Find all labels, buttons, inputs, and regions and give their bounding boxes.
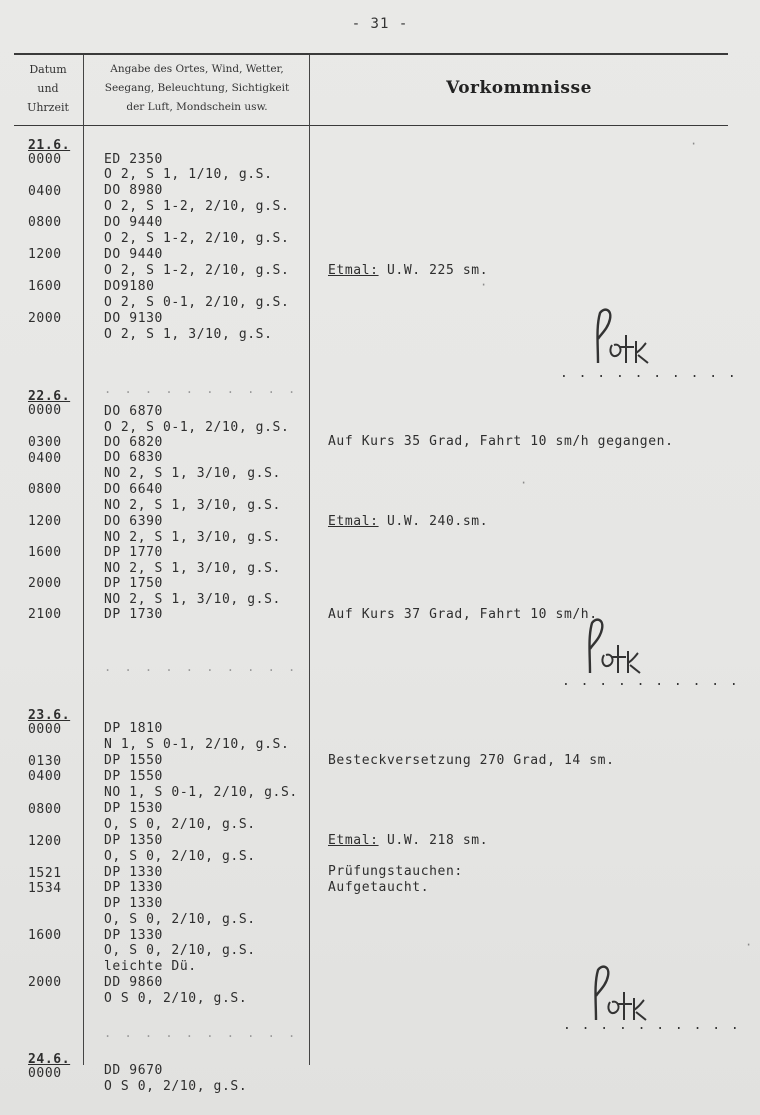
- event-entry: [328, 514, 488, 529]
- position-entry: DP 1330: [104, 928, 163, 943]
- signature-line: . . . . . . . . . .: [560, 366, 738, 381]
- position-entry: DP 1750: [104, 576, 163, 591]
- event-label: Etmal:: [328, 514, 379, 529]
- time-entry: 0000: [28, 722, 62, 737]
- header-place-line: Seegang, Beleuchtung, Sichtigkeit: [104, 82, 290, 94]
- time-entry: 0400: [28, 769, 62, 784]
- event-text: Prüfungstauchen:: [328, 864, 463, 879]
- header-place-line: der Luft, Mondschein usw.: [126, 101, 268, 113]
- time-entry: 0800: [28, 482, 62, 497]
- weather-entry: O 2, S 1, 3/10, g.S.: [104, 327, 273, 342]
- day-separator: . . . . . . . . . .: [104, 1026, 299, 1040]
- table-header-rule: [14, 125, 728, 126]
- scan-speck: ·: [745, 938, 753, 952]
- time-entry: 1521: [28, 866, 62, 881]
- weather-entry: O 2, S 0-1, 2/10, g.S.: [104, 420, 290, 435]
- position-entry: DO 6820: [104, 435, 163, 450]
- position-entry: DO 9440: [104, 247, 163, 262]
- weather-entry: NO 2, S 1, 3/10, g.S.: [104, 530, 281, 545]
- time-entry: 0000: [28, 403, 62, 418]
- weather-entry: O, S 0, 2/10, g.S.: [104, 817, 256, 832]
- header-date-line: Uhrzeit: [27, 101, 69, 114]
- weather-entry: N 1, S 0-1, 2/10, g.S.: [104, 737, 290, 752]
- position-entry: DO 8980: [104, 183, 163, 198]
- event-label: Etmal:: [328, 263, 379, 278]
- position-entry: DP 1550: [104, 769, 163, 784]
- header-events-column: Vorkommnisse: [446, 78, 592, 98]
- signature-line: . . . . . . . . . .: [562, 674, 740, 689]
- time-entry: 0000: [28, 1066, 62, 1081]
- time-entry: 2100: [28, 607, 62, 622]
- event-text: U.W. 240.sm.: [387, 514, 489, 529]
- time-entry: 1600: [28, 545, 62, 560]
- time-entry: 2000: [28, 311, 62, 326]
- time-entry: 2000: [28, 576, 62, 591]
- time-entry: 0800: [28, 802, 62, 817]
- event-text: U.W. 225 sm.: [387, 263, 489, 278]
- event-entry: [328, 753, 615, 768]
- event-entry: [328, 864, 463, 879]
- day-separator: . . . . . . . . . .: [104, 382, 299, 396]
- position-entry: DD 9670: [104, 1063, 163, 1078]
- column-divider-2: [309, 55, 310, 1065]
- event-text: Auf Kurs 37 Grad, Fahrt 10 sm/h.: [328, 607, 598, 622]
- weather-entry: O S 0, 2/10, g.S.: [104, 1079, 248, 1094]
- page-number: - 31 -: [351, 16, 409, 32]
- position-entry: DO 9130: [104, 311, 163, 326]
- position-entry: DP 1330: [104, 896, 163, 911]
- weather-entry: NO 1, S 0-1, 2/10, g.S.: [104, 785, 298, 800]
- signature-line: . . . . . . . . . .: [563, 1018, 741, 1033]
- event-entry: [328, 880, 429, 895]
- header-place-column: [86, 60, 308, 117]
- position-entry: DP 1350: [104, 833, 163, 848]
- position-entry: DO 6390: [104, 514, 163, 529]
- time-entry: 0400: [28, 451, 62, 466]
- header-place-line: Angabe des Ortes, Wind, Wetter,: [110, 63, 284, 75]
- column-divider-1: [83, 55, 84, 1065]
- position-entry: DO 6830: [104, 450, 163, 465]
- weather-entry: O, S 0, 2/10, g.S.: [104, 912, 256, 927]
- event-entry: [328, 263, 488, 278]
- position-entry: DP 1730: [104, 607, 163, 622]
- weather-note: leichte Dü.: [104, 959, 197, 974]
- event-text: U.W. 218 sm.: [387, 833, 489, 848]
- weather-entry: O 2, S 0-1, 2/10, g.S.: [104, 295, 290, 310]
- event-entry: [328, 833, 488, 848]
- weather-entry: NO 2, S 1, 3/10, g.S.: [104, 561, 281, 576]
- weather-entry: O 2, S 1, 1/10, g.S.: [104, 167, 273, 182]
- header-date-line: Datum: [29, 63, 67, 76]
- weather-entry: NO 2, S 1, 3/10, g.S.: [104, 592, 281, 607]
- position-entry: DO 6640: [104, 482, 163, 497]
- signature: [582, 615, 652, 677]
- position-entry: DP 1810: [104, 721, 163, 736]
- position-entry: DP 1530: [104, 801, 163, 816]
- weather-entry: O 2, S 1-2, 2/10, g.S.: [104, 263, 290, 278]
- time-entry: 0800: [28, 215, 62, 230]
- time-entry: 1600: [28, 928, 62, 943]
- position-entry: ED 2350: [104, 152, 163, 167]
- scan-speck: ·: [480, 278, 488, 292]
- time-entry: 0130: [28, 754, 62, 769]
- position-entry: DO 9440: [104, 215, 163, 230]
- time-entry: 1600: [28, 279, 62, 294]
- weather-entry: O 2, S 1-2, 2/10, g.S.: [104, 199, 290, 214]
- time-entry: 1200: [28, 834, 62, 849]
- event-entry: [328, 434, 674, 449]
- event-entry: [328, 607, 598, 622]
- scan-speck: ·: [690, 137, 698, 151]
- weather-entry: O, S 0, 2/10, g.S.: [104, 943, 256, 958]
- signature: [590, 305, 660, 367]
- table-top-rule: [14, 53, 728, 55]
- position-entry: DP 1330: [104, 880, 163, 895]
- time-entry: 1534: [28, 881, 62, 896]
- position-entry: DO9180: [104, 279, 155, 294]
- time-entry: 0000: [28, 152, 62, 167]
- event-label: Etmal:: [328, 833, 379, 848]
- weather-entry: NO 2, S 1, 3/10, g.S.: [104, 498, 281, 513]
- time-entry: 2000: [28, 975, 62, 990]
- event-text: Besteckversetzung 270 Grad, 14 sm.: [328, 753, 615, 768]
- header-date-line: und: [37, 82, 59, 95]
- day-date: 22.6.: [28, 389, 71, 404]
- day-date: 24.6.: [28, 1052, 71, 1067]
- scan-speck: ·: [520, 476, 528, 490]
- day-date: 21.6.: [28, 138, 71, 153]
- weather-entry: NO 2, S 1, 3/10, g.S.: [104, 466, 281, 481]
- weather-entry: O 2, S 1-2, 2/10, g.S.: [104, 231, 290, 246]
- day-separator: . . . . . . . . . .: [104, 660, 299, 674]
- position-entry: DP 1770: [104, 545, 163, 560]
- event-text: Aufgetaucht.: [328, 880, 430, 895]
- header-date-column: [14, 60, 82, 117]
- day-date: 23.6.: [28, 708, 71, 723]
- position-entry: DP 1330: [104, 865, 163, 880]
- signature: [588, 962, 658, 1024]
- time-entry: 0300: [28, 435, 62, 450]
- event-text: Auf Kurs 35 Grad, Fahrt 10 sm/h gegangen.: [328, 434, 674, 449]
- position-entry: DD 9860: [104, 975, 163, 990]
- time-entry: 1200: [28, 247, 62, 262]
- weather-entry: O, S 0, 2/10, g.S.: [104, 849, 256, 864]
- weather-entry: O S 0, 2/10, g.S.: [104, 991, 248, 1006]
- position-entry: DP 1550: [104, 753, 163, 768]
- position-entry: DO 6870: [104, 404, 163, 419]
- time-entry: 1200: [28, 514, 62, 529]
- time-entry: 0400: [28, 184, 62, 199]
